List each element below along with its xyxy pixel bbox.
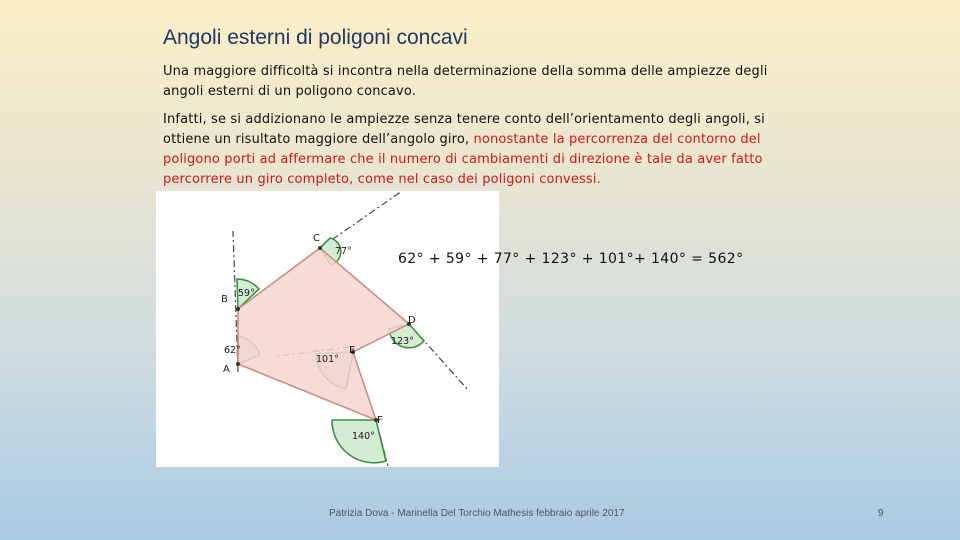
vertex-label-f: F [377,415,383,426]
vertex-label-d: D [408,315,416,326]
page-number: 9 [878,508,884,519]
slide-footer: Patrizia Dova - Marinella Del Torchio Mathesis febbraio aprile 2017 [329,508,625,519]
angle-label-d: 123° [391,336,414,347]
paragraph-explanation [163,110,803,190]
vertex-label-b: B [221,294,228,305]
vertex-label-c: C [313,233,320,244]
angle-label-c: 77° [335,246,352,257]
vertex-a-point [236,362,240,366]
vertex-label-a: A [223,364,230,375]
angle-label-f: 140° [352,431,375,442]
polygon-diagram [156,191,499,467]
slide-title: Angoli esterni di poligoni concavi [163,26,468,49]
polygon-figure [156,191,499,467]
angle-label-a: 62° [224,345,241,356]
paragraph-explanation-text: Infatti, se si addizionano le ampiezze senza tenere conto dell’orientamento degli angoli, si ottiene un risultato maggiore dell’angolo giro, [163,112,765,147]
vertex-b-point [236,307,240,311]
concave-polygon [238,248,409,420]
vertex-c-point [318,246,322,250]
angle-label-b: 59° [238,288,255,299]
paragraph-intro: Una maggiore difficoltà si incontra nella determinazione della somma delle ampiezze degli angoli esterni di un poligono concavo. [163,64,768,99]
vertex-label-e: E [349,345,356,356]
angle-label-e: 101° [316,354,339,365]
paragraph-explanation-highlight: nonostante la percorrenza del contorno del poligono porti ad affermare che il numero di cambiamenti di direzione è tale da aver fatto percorrere un giro completo, come nel caso dei poligoni convessi. [163,132,763,187]
angle-sum-formula: 62° + 59° + 77° + 123° + 101°+ 140° = 562° [398,251,744,267]
